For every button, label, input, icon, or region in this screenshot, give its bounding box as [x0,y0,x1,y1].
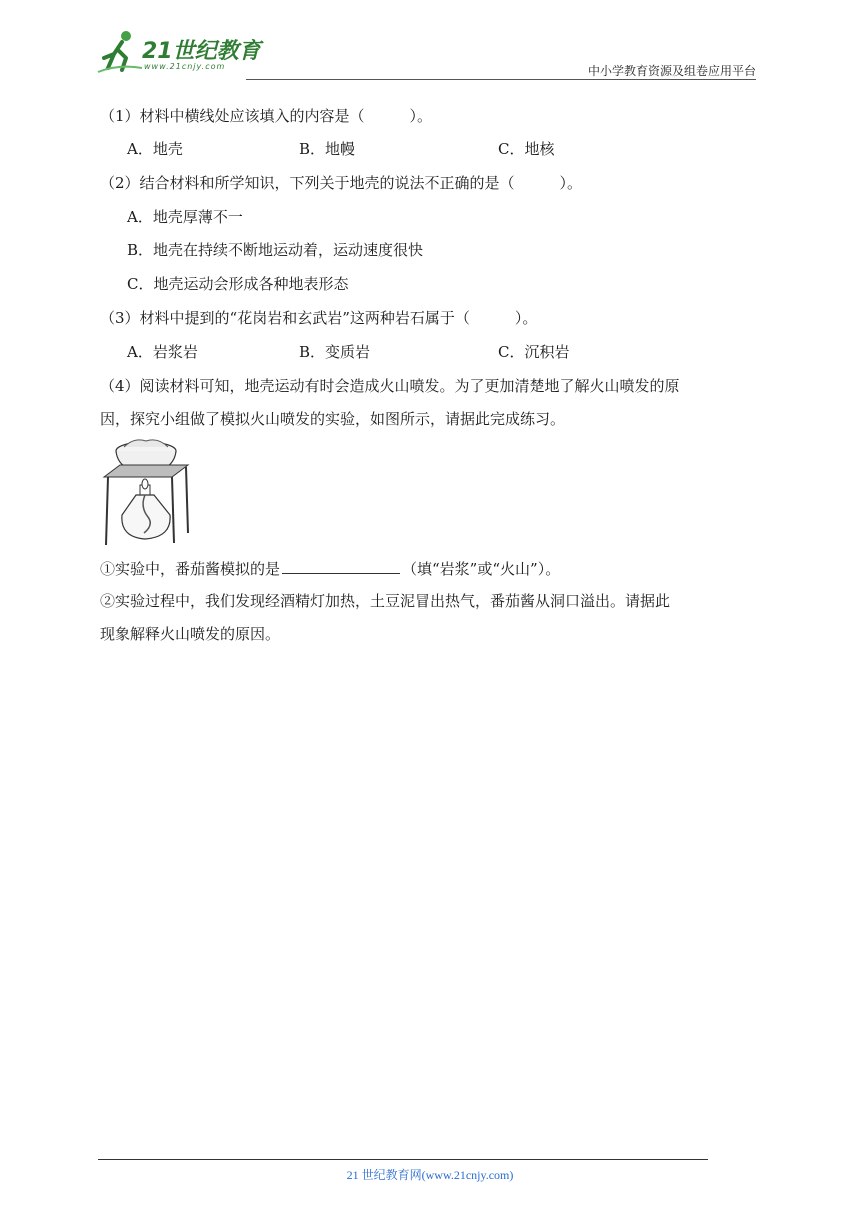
question-2-stem: （2）结合材料和所学知识，下列关于地壳的说法不正确的是（ ）。 [100,174,583,192]
question-4-sub2-line1: ②实验过程中，我们发现经酒精灯加热，土豆泥冒出热气，番茄酱从洞口溢出。请据此 [100,592,671,610]
header-divider [246,79,756,80]
q2-option-a[interactable]: A．地壳厚薄不一 [127,208,243,226]
q3-option-a[interactable]: A．岩浆岩 [127,343,198,361]
q1-option-b[interactable]: B．地幔 [299,140,356,158]
volcano-experiment-figure [100,437,192,549]
platform-name: 中小学教育资源及组卷应用平台 [587,64,756,78]
q2-option-c[interactable]: C．地壳运动会形成各种地表形态 [127,275,349,293]
runner-logo-icon [96,28,146,76]
q3-option-c[interactable]: C．沉积岩 [498,343,570,361]
question-4-sub1 [100,557,560,579]
alcohol-lamp-bowl-icon [100,437,192,549]
sub1-text-before: ①实验中，番茄酱模拟的是 [100,560,281,578]
q1-option-a[interactable]: A．地壳 [127,140,183,158]
q3-option-b[interactable]: B．变质岩 [299,343,371,361]
page-header [96,28,756,80]
q1-option-c[interactable]: C．地核 [498,140,555,158]
answer-blank[interactable] [282,557,400,574]
site-logo[interactable] [96,28,266,78]
logo-url: www.21cnjy.com [144,62,226,71]
logo-text: 21世纪教育 [142,39,261,64]
q2-option-b[interactable]: B．地壳在持续不断地运动着，运动速度很快 [127,241,424,259]
question-4-stem-line2: 因，探究小组做了模拟火山喷发的实验，如图所示，请据此完成练习。 [100,410,566,428]
question-4-sub2-line2: 现象解释火山喷发的原因。 [100,625,281,643]
question-3-stem: （3）材料中提到的“花岗岩和玄武岩”这两种岩石属于（ ）。 [100,309,538,327]
footer-divider [98,1159,708,1160]
question-1-stem: （1）材料中横线处应该填入的内容是（ ）。 [100,107,433,125]
footer-link[interactable]: 21 世纪教育网(www.21cnjy.com) [346,1168,514,1182]
sub1-text-after: （填“岩浆”或“火山”）。 [402,560,561,578]
question-4-stem-line1: （4）阅读材料可知，地壳运动有时会造成火山喷发。为了更加清楚地了解火山喷发的原 [100,377,680,395]
